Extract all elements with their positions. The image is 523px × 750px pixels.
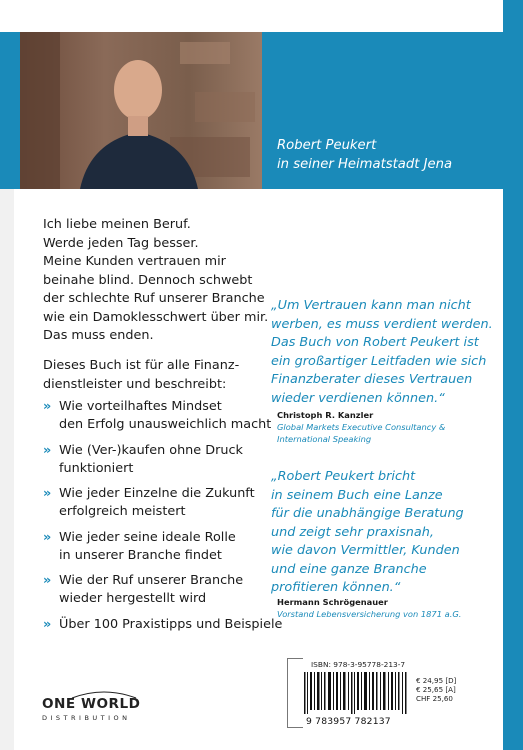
bullet-list bbox=[43, 398, 282, 641]
quote-line: „Robert Peukert bricht bbox=[271, 469, 416, 484]
intro-text bbox=[43, 216, 268, 346]
bullet-line: wieder hergestellt wird bbox=[59, 591, 207, 606]
barcode-icon bbox=[304, 672, 408, 714]
author-name: Christoph R. Kanzler bbox=[277, 410, 374, 420]
bullet-item bbox=[43, 616, 282, 634]
bullet-marker: » bbox=[43, 442, 52, 458]
quote-line: ein großartiger Leitfaden wie sich bbox=[271, 353, 487, 369]
barcode-digits: 9 783957 782137 bbox=[306, 716, 391, 727]
top-white-band bbox=[0, 0, 523, 32]
bullet-marker: » bbox=[43, 616, 52, 632]
bullet-marker: » bbox=[43, 529, 52, 545]
quote-line: „Um Vertrauen kann man nicht bbox=[271, 298, 471, 313]
bullet-marker: » bbox=[43, 573, 52, 588]
logo-wordmark: ONE WORLD bbox=[42, 696, 141, 712]
intro-line: Ich liebe meinen Beruf. bbox=[43, 217, 191, 232]
price-ch: CHF 25,60 bbox=[416, 694, 453, 703]
bullet-line: Wie der Ruf unserer Branche bbox=[59, 573, 244, 588]
bullet-line: den Erfolg unausweichlich macht bbox=[59, 417, 272, 432]
author-role: Global Markets Executive Consultancy & bbox=[277, 422, 446, 432]
bullet-line: Wie vorteilhaftes Mindset bbox=[59, 399, 222, 414]
quote-line: wieder verdienen können.“ bbox=[271, 390, 445, 406]
author-photo bbox=[20, 32, 262, 189]
quote-line: wie davon Vermittler, Kunden bbox=[271, 543, 460, 558]
bullet-line: erfolgreich meistert bbox=[59, 504, 186, 519]
intro-line: wie ein Damoklesschwert über mir. bbox=[43, 309, 269, 325]
intro-line: Werde jeden Tag besser. bbox=[43, 235, 199, 251]
price-de: € 24,95 [D] bbox=[416, 676, 457, 685]
quote-line: Das Buch von Robert Peukert ist bbox=[271, 335, 479, 350]
price-at: € 25,65 [A] bbox=[416, 685, 456, 694]
bullet-line: in unserer Branche findet bbox=[59, 547, 222, 563]
testimonial-quote-1 bbox=[271, 297, 493, 408]
bullet-line: Wie jeder Einzelne die Zukunft bbox=[59, 486, 255, 501]
quote-line: profitieren können.“ bbox=[271, 580, 401, 595]
publisher-logo bbox=[42, 690, 166, 730]
intro-line: Meine Kunden vertrauen mir bbox=[43, 254, 226, 269]
testimonial-author-1 bbox=[277, 409, 445, 445]
quote-line: und eine ganze Branche bbox=[271, 561, 427, 577]
quote-line: für die unabhängige Beratung bbox=[271, 506, 464, 521]
bullet-line: funktioniert bbox=[59, 460, 134, 476]
right-blue-strip bbox=[503, 0, 523, 750]
logo-subtitle: DISTRIBUTION bbox=[42, 714, 131, 722]
audience-line: dienstleister und beschreibt: bbox=[43, 376, 227, 392]
intro-line: beinahe blind. Dennoch schwebt bbox=[43, 272, 253, 288]
bullet-item bbox=[43, 529, 282, 565]
quote-line: und zeigt sehr praxisnah, bbox=[271, 524, 434, 540]
intro-line: der schlechte Ruf unserer Branche bbox=[43, 291, 265, 306]
quote-line: in seinem Buch eine Lanze bbox=[271, 487, 443, 503]
audience-text bbox=[43, 357, 239, 394]
audience-line: Dieses Buch ist für alle Finanz- bbox=[43, 358, 240, 373]
author-role: International Speaking bbox=[277, 434, 372, 444]
bullet-line: Wie (Ver-)kaufen ohne Druck bbox=[59, 442, 243, 458]
caption-line-2: in seiner Heimatstadt Jena bbox=[277, 157, 453, 172]
bullet-item bbox=[43, 398, 282, 434]
testimonial-author-2 bbox=[277, 596, 461, 620]
caption-line-1: Robert Peukert bbox=[277, 138, 377, 153]
photo-caption bbox=[277, 136, 452, 174]
bullet-item bbox=[43, 442, 282, 478]
bullet-line: Wie jeder seine ideale Rolle bbox=[59, 529, 236, 545]
testimonial-quote-2 bbox=[271, 468, 464, 598]
bullet-item bbox=[43, 572, 282, 608]
isbn-label: ISBN: 978-3-95778-213-7 bbox=[311, 660, 406, 669]
bullet-marker: » bbox=[43, 486, 52, 501]
quote-line: werben, es muss verdient werden. bbox=[271, 316, 493, 332]
author-name: Hermann Schrögenauer bbox=[277, 597, 388, 607]
price-list bbox=[416, 676, 456, 703]
quote-line: Finanzberater dieses Vertrauen bbox=[271, 372, 473, 387]
bullet-marker: » bbox=[43, 399, 52, 414]
bullet-item bbox=[43, 485, 282, 521]
intro-line: Das muss enden. bbox=[43, 328, 154, 343]
bullet-line: Über 100 Praxistipps und Beispiele bbox=[59, 616, 283, 632]
author-role: Vorstand Lebensversicherung von 1871 a.G. bbox=[277, 609, 462, 619]
